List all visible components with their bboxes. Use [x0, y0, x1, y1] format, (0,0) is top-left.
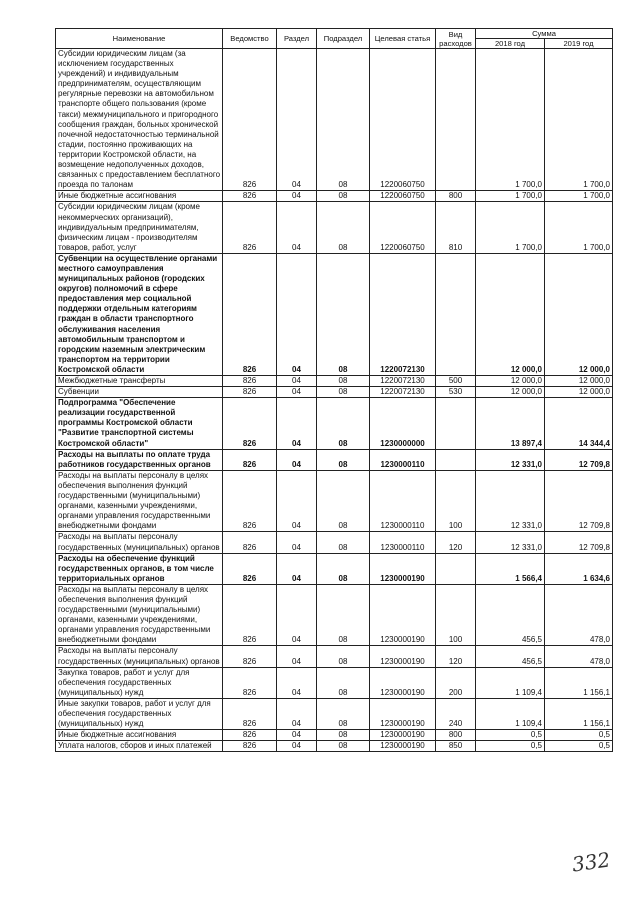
table-cell-kind [436, 553, 476, 584]
col-header-subsection: Подраздел [317, 29, 370, 49]
table-cell-dept: 826 [223, 553, 277, 584]
table-cell-name: Расходы на выплаты персоналу в целях обеспечения выполнения функций государственными (муниципальными) органами, казенными учреждениями, органами управления государственными внебюджетными фондами [56, 584, 223, 646]
table-cell-target: 1220072130 [370, 253, 436, 375]
table-cell-subsection: 08 [317, 470, 370, 532]
table-cell-2019: 12 000,0 [545, 387, 613, 398]
page-number: 332 [570, 847, 612, 877]
table-cell-2019: 12 000,0 [545, 253, 613, 375]
table-cell-kind: 810 [436, 202, 476, 253]
table-row [56, 698, 613, 729]
table-cell-dept: 826 [223, 667, 277, 698]
table-cell-dept: 826 [223, 470, 277, 532]
table-cell-target: 1220060750 [370, 202, 436, 253]
table-row [56, 376, 613, 387]
table-cell-name: Уплата налогов, сборов и иных платежей [56, 741, 223, 752]
table-cell-2019: 1 700,0 [545, 191, 613, 202]
table-cell-name: Субвенции на осуществление органами местного самоуправления муниципальных районов (городских округов) полномочий в сфере предоставления мер социальной поддержки отдельным категориям граждан в области транспортного обслуживания населения автомобильным транспортом и городским наземным электрическим транспортом на территории Костромской области [56, 253, 223, 375]
table-cell-2019: 14 344,4 [545, 398, 613, 449]
table-cell-kind [436, 398, 476, 449]
table-cell-section: 04 [277, 730, 317, 741]
table-cell-2019: 1 156,1 [545, 698, 613, 729]
table-cell-section: 04 [277, 387, 317, 398]
table-cell-section: 04 [277, 376, 317, 387]
table-cell-2019: 12 709,8 [545, 532, 613, 553]
table-cell-dept: 826 [223, 584, 277, 646]
table-cell-kind: 500 [436, 376, 476, 387]
table-cell-dept: 826 [223, 191, 277, 202]
table-cell-2018: 13 897,4 [476, 398, 545, 449]
table-cell-kind: 530 [436, 387, 476, 398]
table-cell-kind [436, 449, 476, 470]
header-row [56, 29, 613, 39]
table-cell-2018: 456,5 [476, 584, 545, 646]
table-cell-kind: 120 [436, 532, 476, 553]
table-cell-dept: 826 [223, 741, 277, 752]
table-row [56, 584, 613, 646]
table-row [56, 398, 613, 449]
table-cell-2018: 0,5 [476, 730, 545, 741]
table-cell-section: 04 [277, 553, 317, 584]
table-cell-2019: 1 700,0 [545, 202, 613, 253]
table-cell-name: Субвенции [56, 387, 223, 398]
table-cell-section: 04 [277, 667, 317, 698]
table-cell-target: 1220060750 [370, 49, 436, 191]
table-cell-target: 1230000190 [370, 667, 436, 698]
table-cell-section: 04 [277, 191, 317, 202]
table-cell-2019: 1 700,0 [545, 49, 613, 191]
table-cell-2019: 1 634,6 [545, 553, 613, 584]
table-cell-2019: 478,0 [545, 584, 613, 646]
table-cell-2019: 0,5 [545, 730, 613, 741]
table-cell-2018: 12 331,0 [476, 449, 545, 470]
table-cell-2018: 12 000,0 [476, 376, 545, 387]
table-cell-2019: 0,5 [545, 741, 613, 752]
table-cell-dept: 826 [223, 49, 277, 191]
table-cell-dept: 826 [223, 398, 277, 449]
table-cell-target: 1230000190 [370, 698, 436, 729]
table-cell-kind: 200 [436, 667, 476, 698]
table-cell-subsection: 08 [317, 730, 370, 741]
table-cell-section: 04 [277, 202, 317, 253]
table-row [56, 532, 613, 553]
table-cell-subsection: 08 [317, 553, 370, 584]
table-row [56, 191, 613, 202]
table-cell-name: Подпрограмма "Обеспечение реализации государственной программы Костромской области "Развитие транспортной системы Костромской области" [56, 398, 223, 449]
table-cell-kind [436, 253, 476, 375]
table-row [56, 553, 613, 584]
table-cell-name: Закупка товаров, работ и услуг для обеспечения государственных (муниципальных) нужд [56, 667, 223, 698]
table-cell-target: 1220060750 [370, 191, 436, 202]
table-cell-dept: 826 [223, 730, 277, 741]
table-row [56, 202, 613, 253]
table-cell-dept: 826 [223, 253, 277, 375]
table-cell-name: Расходы на выплаты персоналу государственных (муниципальных) органов [56, 646, 223, 667]
table-cell-target: 1230000190 [370, 741, 436, 752]
col-header-2018: 2018 год [476, 39, 545, 49]
table-cell-subsection: 08 [317, 253, 370, 375]
table-cell-section: 04 [277, 398, 317, 449]
table-cell-kind [436, 49, 476, 191]
table-cell-dept: 826 [223, 376, 277, 387]
table-cell-2019: 12 709,8 [545, 470, 613, 532]
table-cell-2018: 1 109,4 [476, 698, 545, 729]
table-cell-target: 1230000190 [370, 730, 436, 741]
table-cell-name: Иные закупки товаров, работ и услуг для обеспечения государственных (муниципальных) нужд [56, 698, 223, 729]
table-cell-name: Расходы на обеспечение функций государственных органов, в том числе территориальных органов [56, 553, 223, 584]
table-cell-dept: 826 [223, 646, 277, 667]
table-cell-kind: 800 [436, 730, 476, 741]
table-cell-name: Иные бюджетные ассигнования [56, 730, 223, 741]
budget-table [55, 28, 613, 752]
table-cell-kind: 120 [436, 646, 476, 667]
table-cell-name: Расходы на выплаты персоналу в целях обеспечения выполнения функций государственными (муниципальными) органами, казенными учреждениями, органами управления государственными внебюджетными фондами [56, 470, 223, 532]
table-cell-2018: 1 700,0 [476, 49, 545, 191]
table-row [56, 730, 613, 741]
table-cell-section: 04 [277, 470, 317, 532]
table-cell-section: 04 [277, 449, 317, 470]
col-header-2019: 2019 год [545, 39, 613, 49]
table-cell-section: 04 [277, 741, 317, 752]
table-cell-target: 1230000110 [370, 532, 436, 553]
table-cell-kind: 240 [436, 698, 476, 729]
table-cell-name: Расходы на выплаты персоналу государственных (муниципальных) органов [56, 532, 223, 553]
table-cell-subsection: 08 [317, 398, 370, 449]
table-cell-section: 04 [277, 646, 317, 667]
table-cell-2018: 12 331,0 [476, 470, 545, 532]
table-cell-target: 1230000000 [370, 398, 436, 449]
table-cell-target: 1230000190 [370, 553, 436, 584]
table-cell-subsection: 08 [317, 387, 370, 398]
table-cell-2018: 1 109,4 [476, 667, 545, 698]
table-cell-section: 04 [277, 698, 317, 729]
table-cell-name: Иные бюджетные ассигнования [56, 191, 223, 202]
table-cell-subsection: 08 [317, 698, 370, 729]
table-cell-2018: 12 331,0 [476, 532, 545, 553]
table-cell-2018: 0,5 [476, 741, 545, 752]
table-cell-name: Субсидии юридическим лицам (за исключением государственных учреждений) и индивидуальным предпринимателям, осуществляющим регулярные перевозки на автомобильном транспорте общего пользования (кроме такси) межмуниципального и пригородного сообщения граждан, больных хронической почечной недостаточностью терминальной стадии, постоянно проживающих на территории Костромской области, на возмещение недополученных доходов, связанных с предоставлением бесплатного проезда по талонам [56, 49, 223, 191]
table-cell-dept: 826 [223, 387, 277, 398]
table-row [56, 470, 613, 532]
table-cell-2018: 12 000,0 [476, 253, 545, 375]
table-cell-name: Расходы на выплаты по оплате труда работников государственных органов [56, 449, 223, 470]
table-cell-2018: 1 566,4 [476, 553, 545, 584]
table-cell-target: 1230000190 [370, 646, 436, 667]
table-row [56, 253, 613, 375]
table-cell-name: Субсидии юридическим лицам (кроме некоммерческих организаций), индивидуальным предпринимателям, физическим лицам - производителям товаров, работ, услуг [56, 202, 223, 253]
table-cell-name: Межбюджетные трансферты [56, 376, 223, 387]
table-row [56, 387, 613, 398]
table-cell-subsection: 08 [317, 202, 370, 253]
table-cell-subsection: 08 [317, 191, 370, 202]
table-cell-2019: 12 000,0 [545, 376, 613, 387]
table-cell-subsection: 08 [317, 376, 370, 387]
col-header-name: Наименование [56, 29, 223, 49]
table-cell-subsection: 08 [317, 741, 370, 752]
table-cell-subsection: 08 [317, 646, 370, 667]
table-row [56, 49, 613, 191]
table-cell-2018: 1 700,0 [476, 191, 545, 202]
table-cell-kind: 100 [436, 470, 476, 532]
table-row [56, 667, 613, 698]
table-cell-subsection: 08 [317, 667, 370, 698]
table-body [56, 49, 613, 752]
table-cell-section: 04 [277, 532, 317, 553]
col-header-sum: Сумма [476, 29, 613, 39]
table-row [56, 646, 613, 667]
table-cell-kind: 800 [436, 191, 476, 202]
table-cell-2018: 1 700,0 [476, 202, 545, 253]
table-cell-section: 04 [277, 253, 317, 375]
table-cell-target: 1230000190 [370, 584, 436, 646]
table-cell-dept: 826 [223, 698, 277, 729]
table-cell-kind: 100 [436, 584, 476, 646]
table-cell-2018: 12 000,0 [476, 387, 545, 398]
table-cell-section: 04 [277, 49, 317, 191]
table-cell-subsection: 08 [317, 532, 370, 553]
table-row [56, 449, 613, 470]
table-cell-2018: 456,5 [476, 646, 545, 667]
table-cell-subsection: 08 [317, 49, 370, 191]
table-cell-2019: 12 709,8 [545, 449, 613, 470]
table-cell-2019: 478,0 [545, 646, 613, 667]
col-header-target: Целевая статья [370, 29, 436, 49]
table-cell-section: 04 [277, 584, 317, 646]
table-cell-target: 1220072130 [370, 387, 436, 398]
col-header-dept: Ведомство [223, 29, 277, 49]
table-cell-dept: 826 [223, 449, 277, 470]
table-cell-kind: 850 [436, 741, 476, 752]
table-cell-target: 1230000110 [370, 449, 436, 470]
table-row [56, 741, 613, 752]
table-cell-target: 1230000110 [370, 470, 436, 532]
table-cell-subsection: 08 [317, 584, 370, 646]
table-cell-dept: 826 [223, 202, 277, 253]
table-cell-2019: 1 156,1 [545, 667, 613, 698]
col-header-kind: Вид расходов [436, 29, 476, 49]
table-cell-subsection: 08 [317, 449, 370, 470]
table-cell-target: 1220072130 [370, 376, 436, 387]
table-cell-dept: 826 [223, 532, 277, 553]
col-header-section: Раздел [277, 29, 317, 49]
